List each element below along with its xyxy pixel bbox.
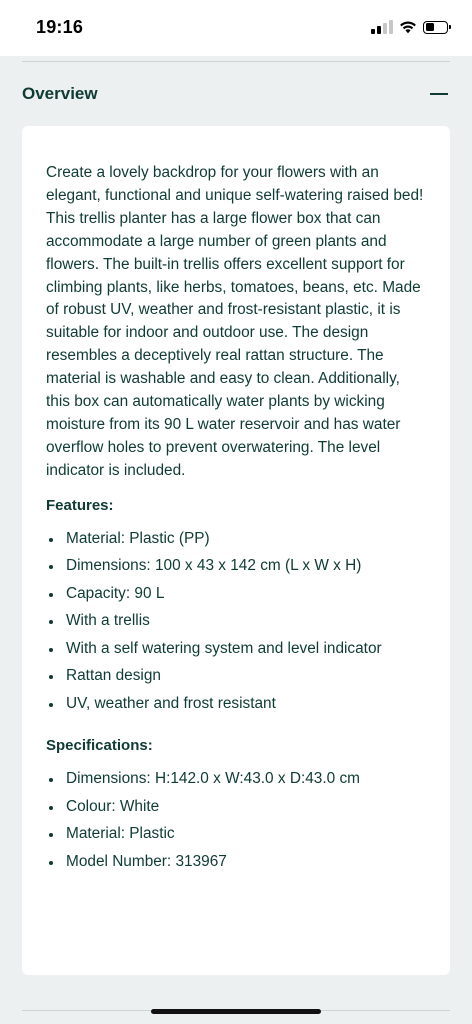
- status-bar: [0, 0, 472, 56]
- home-indicator[interactable]: [151, 1009, 321, 1014]
- status-time: 19:16: [36, 17, 84, 37]
- battery-icon: [423, 21, 448, 34]
- top-divider: [22, 61, 450, 62]
- status-icons: [371, 19, 448, 35]
- list-item: UV, weather and frost resistant: [46, 693, 426, 716]
- product-description: Create a lovely backdrop for your flowers with an elegant, functional and unique self-watering raised bed! This trellis planter has a large flower box that can accommodate a large number of green plants and flowers. The built-in trellis offers excellent support for climbing plants, like herbs, tomatoes, beans, etc. Made of robust UV, weather and frost-resistant plastic, it is suitable for indoor and outdoor use. The design resembles a deceptively real rattan structure. The material is washable and easy to clean. Additionally, this box can automatically water plants by wicking moisture from its 90 L water reservoir and has water overflow holes to prevent overwatering. The level indicator is included.: [46, 164, 424, 479]
- specifications-list: [46, 768, 426, 873]
- list-item: With a self watering system and level indicator: [46, 638, 426, 661]
- wifi-icon: [399, 20, 417, 34]
- list-item: Dimensions: 100 x 43 x 142 cm (L x W x H): [46, 555, 426, 578]
- overview-card: [22, 126, 450, 975]
- list-item: Dimensions: H:142.0 x W:43.0 x D:43.0 cm: [46, 768, 426, 791]
- list-item: Colour: White: [46, 796, 426, 819]
- list-item: Material: Plastic (PP): [46, 528, 426, 551]
- list-item: With a trellis: [46, 610, 426, 633]
- list-item: Model Number: 313967: [46, 851, 426, 874]
- specifications-heading: Specifications:: [46, 737, 153, 755]
- features-heading: Features:: [46, 496, 114, 514]
- list-item: Rattan design: [46, 665, 426, 688]
- cellular-signal-icon: [371, 20, 393, 34]
- collapse-minus-icon[interactable]: [430, 93, 448, 95]
- overview-section-header[interactable]: [22, 72, 450, 116]
- list-item: Capacity: 90 L: [46, 583, 426, 606]
- features-list: [46, 528, 426, 716]
- section-title: Overview: [22, 84, 98, 103]
- list-item: Material: Plastic: [46, 823, 426, 846]
